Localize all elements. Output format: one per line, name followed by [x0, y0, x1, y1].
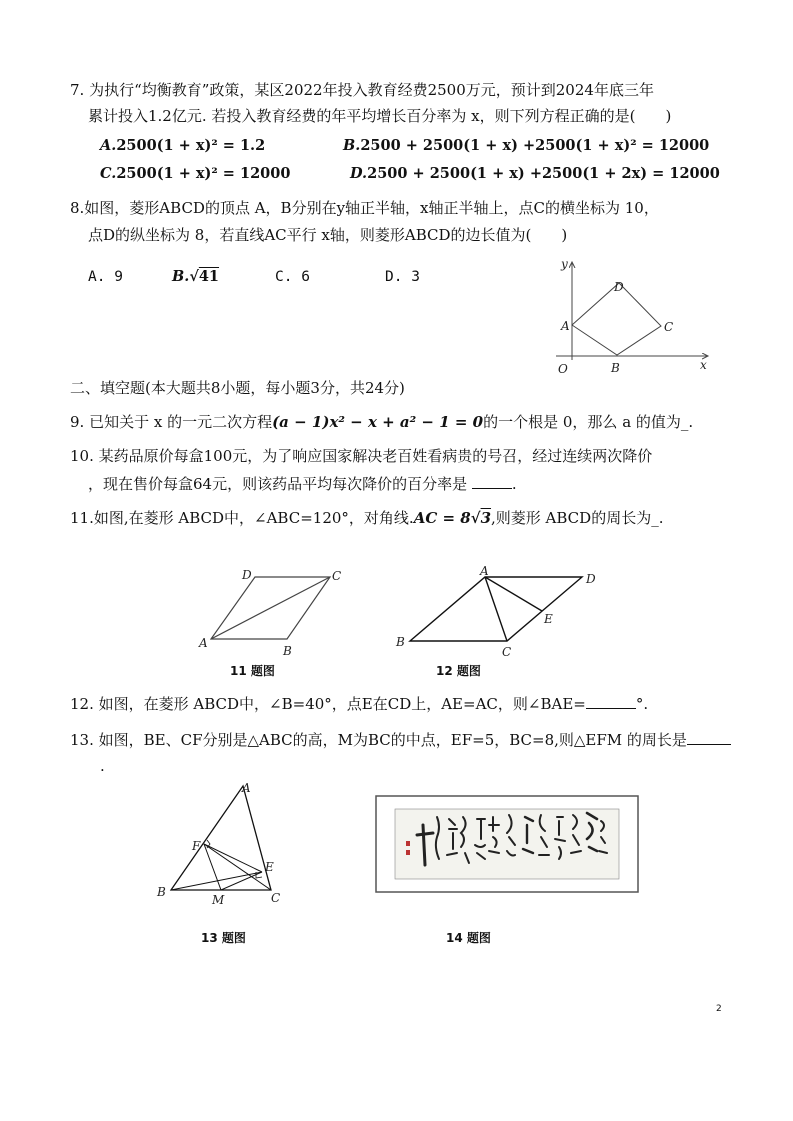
q7-option-a[interactable] [100, 136, 265, 156]
q9-prefix: 9. 已知关于 x 的一元二次方程 [70, 413, 273, 431]
q7-option-b-expr: 2500 + 2500(1 + x) +2500(1 + x)² = 12000 [360, 137, 710, 154]
q8-line2: 点D的纵坐标为 8，若直线AC平行 x轴，则菱形ABCD的边长值为( ) [88, 226, 568, 244]
q14-figure-calligraphy-scroll [375, 795, 639, 893]
q10-line1: 10. 某药品原价每盒100元，为了响应国家解决老百姓看病贵的号召，经过连续两次降价 [70, 447, 653, 465]
q11-prefix: 11.如图,在菱形 ABCD中，∠ABC=120°，对角线. [70, 509, 414, 527]
page-number: 2 [716, 1004, 722, 1014]
label-e: E [544, 612, 553, 626]
q12-prefix: 12. 如图，在菱形 ABCD中，∠B=40°，点E在CD上，AE=AC，则∠BAE= [70, 695, 586, 713]
q13-line2: . [100, 757, 105, 775]
q7-option-c-expr: 2500(1 + x)² = 12000 [116, 165, 291, 182]
q7-line2: 累计投入1.2亿元. 若投入教育经费的年平均增长百分率为 x，则下列方程正确的是( ) [88, 107, 672, 125]
q10-end: . [511, 475, 517, 493]
q9-expr: (a − 1)x² − x + a² − 1 = 0 [272, 413, 484, 431]
label-c: C [502, 645, 512, 659]
q12-caption: 12 题图 [436, 664, 481, 678]
label-b: B [157, 885, 166, 899]
q8-option-b-letter: B. [172, 268, 190, 285]
q7-option-c[interactable] [100, 164, 290, 184]
sqrt-symbol: √ [189, 268, 199, 285]
q13-answer-blank[interactable] [687, 730, 731, 745]
q7-option-d-expr: 2500 + 2500(1 + x) +2500(1 + 2x) = 12000 [367, 165, 720, 182]
altitude-be [171, 872, 262, 890]
q8-option-b-radicand: 41 [198, 268, 220, 285]
label-d: D [586, 572, 596, 586]
q8-option-c[interactable]: C. 6 [275, 269, 310, 285]
q11-line [70, 508, 663, 528]
seal-stamp-icon [406, 850, 410, 855]
q7-option-a-letter: A. [100, 137, 117, 154]
label-c: C [664, 320, 674, 334]
seal-stamp-icon [406, 841, 410, 846]
label-c: C [332, 569, 342, 583]
q11-figure [195, 562, 355, 662]
q7-option-a-expr: 2500(1 + x)² = 1.2 [116, 137, 266, 154]
label-a: A [199, 636, 208, 650]
q10-line2-text: ，现在售价每盒64元，则该药品平均每次降价的百分率是 [88, 475, 468, 493]
label-f: F [192, 839, 201, 853]
q12-suffix: °. [635, 695, 649, 713]
q7-option-b[interactable] [343, 136, 709, 156]
label-b: B [611, 361, 620, 375]
q13-figure [150, 778, 290, 906]
q10-answer-blank[interactable] [472, 474, 512, 489]
q13-line1-text: 13. 如图，BE、CF分别是△ABC的高，M为BC的中点，EF=5，BC=8,则△EFM 的周长是 [70, 731, 687, 749]
q9-line [70, 412, 693, 432]
q8-figure [548, 256, 718, 380]
q11-caption: 11 题图 [230, 664, 275, 678]
diagonal-ac [211, 577, 330, 639]
label-a: A [480, 564, 489, 578]
q7-option-d[interactable] [350, 164, 720, 184]
q8-option-d[interactable]: D. 3 [385, 269, 420, 285]
q12-figure [390, 560, 610, 662]
label-b: B [396, 635, 405, 649]
label-e: E [265, 860, 274, 874]
section-fill-in-heading: 二、填空题(本大题共8小题，每小题3分，共24分) [70, 379, 405, 397]
q12-line [70, 694, 648, 714]
q11-suffix: ,则菱形 ABCD的周长为_. [491, 509, 664, 527]
label-d: D [242, 568, 252, 582]
q13-caption: 13 题图 [201, 931, 246, 945]
q7-option-d-letter: D. [350, 165, 368, 182]
label-c: C [271, 891, 281, 905]
q13-line1 [70, 730, 731, 750]
q7-line1: 7. 为执行“均衡教育”政策，某区2022年投入教育经费2500万元，预计到2024年底三年 [70, 81, 654, 99]
q12-answer-blank[interactable] [586, 694, 636, 709]
q7-option-c-letter: C. [100, 165, 117, 182]
q11-radicand: 3 [480, 509, 492, 527]
q7-option-b-letter: B. [343, 137, 361, 154]
label-y: y [561, 257, 568, 271]
q8-option-a[interactable]: A. 9 [88, 269, 123, 285]
sqrt-symbol: √ [470, 509, 481, 527]
q11-expr: AC = 8 [413, 509, 471, 527]
label-a: A [561, 319, 570, 333]
q14-caption: 14 题图 [446, 931, 491, 945]
label-b: B [283, 644, 292, 658]
q10-line2 [88, 474, 517, 494]
q8-line1: 8.如图，菱形ABCD的顶点 A，B分别在y轴正半轴，x轴正半轴上，点C的横坐标为 10， [70, 199, 659, 217]
q8-option-b[interactable] [172, 267, 219, 287]
label-o: O [558, 362, 568, 376]
label-d: D [614, 280, 624, 294]
q9-suffix: 的一个根是 0，那么 a 的值为_. [483, 413, 694, 431]
segment-ae [485, 577, 542, 611]
segment-ac [485, 577, 507, 641]
scroll-paper [395, 809, 619, 879]
label-a: A [242, 781, 251, 795]
label-m: M [212, 893, 225, 906]
label-x: x [700, 358, 707, 372]
